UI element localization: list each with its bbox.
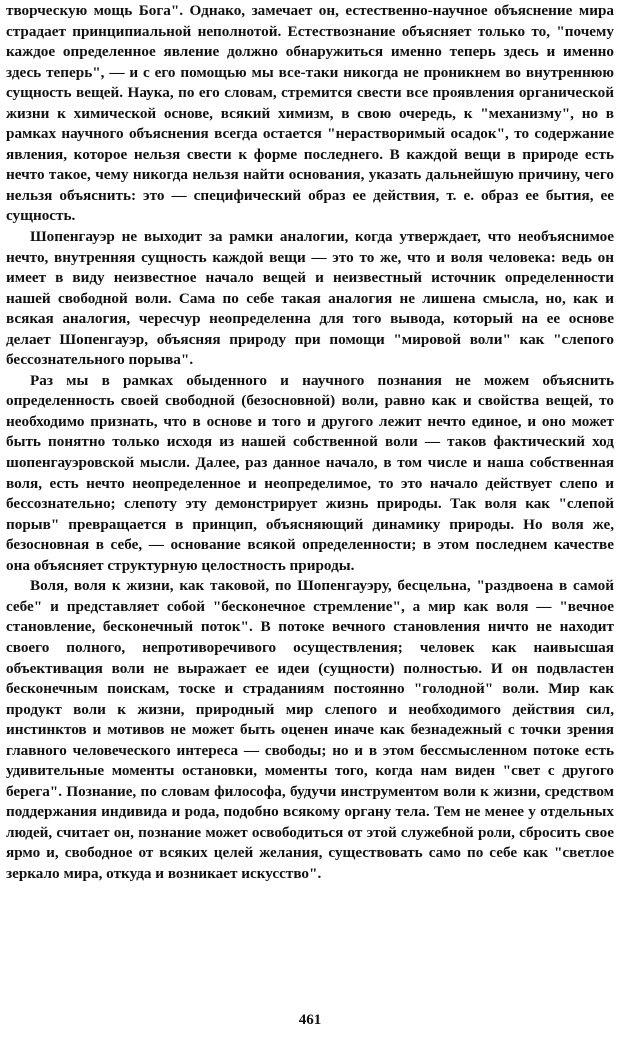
paragraph-2: Шопенгауэр не выходит за рамки аналогии, когда утверждает, что необъяснимое нечто, внутренняя сущность каждой вещи — это то же, что и воля человека: ведь он имеет в виду неизвестное начало вещей и неизвестный источник определенности нашей свободной воли. Сама по себе такая аналогия не лишена смысла, но, как и всякая аналогия, чересчур неопределенна для того вывода, который на ее основе делает Шопенгауэр, объясняя природу при помощи "мировой воли" как "слепого бессознательного порыва". (6, 228, 614, 369)
page-number: 461 (298, 1012, 322, 1028)
paragraph-4: Воля, воля к жизни, как таковой, по Шопенгауэру, бесцельна, "раздвоена в самой себе" и представляет собой "бесконечное стремление", а мир как воля — "вечное становление, бесконечный поток". В потоке вечного становления ничто не находит своего полного, непротиворечивого осуществления; человек как наивысшая объективация воли не выражает ее идеи (сущности) полностью. И он подвластен бесконечным поискам, тоске и страданиям постоянно "голодной" воли. Мир как продукт воли к жизни, природный мир слепого и необходимого действия сил, инстинктов и мотивов не может быть оценен иначе как безнадежный с точки зрения главного человеческого интереса — свободы; но и в этом бессмысленном потоке есть удивительные моменты остановки, моменты того, когда нам виден "свет с другого берега". Познание, по словам философа, будучи инструментом воли к жизни, средством поддержания индивида и рода, подобно всякому органу тела. Тем не менее у отдельных людей, считает он, познание может освободиться от этой служебной роли, сбросить свое ярмо и, свободное от всяких целей желания, существовать само по себе как "светлое зеркало мира, откуда и возникает искусство". (6, 577, 614, 882)
paragraph-3: Раз мы в рамках обыденного и научного познания не можем объяснить определенность своей свободной (безосновной) воли, равно как и свойства вещей, то необходимо признать, что в основе и того и другого лежит нечто единое, и оно может быть понятно только исходя из нашей собственной воли — таков фактический ход шопенгауэровской мысли. Далее, раз данное начало, в том числе и наша собственная воля, есть нечто неопределенное и неопределимое, то это начало действует слепо и бессознательно; слепоту эту демонстрирует жизнь природы. Так воля как "слепой порыв" превращается в принцип, объясняющий динамику природы. Но воля же, безосновная в себе, — основание всякой определенности; в этом последнем качестве она объясняет структурную целостность природы. (6, 371, 614, 574)
paragraph-1: творческую мощь Бога". Однако, замечает он, естественно-научное объяснение мира страдает принципиальной неполнотой. Естествознание объясняет только то, "почему каждое определенное явление должно обнаружиться именно теперь здесь и именно здесь теперь", — и с его помощью мы все-таки никогда не проникнем во внутреннюю сущность вещей. Наука, по его словам, стремится свести все проявления органической жизни к химической основе, всякий химизм, в свою очередь, к "механизму", но в рамках научного объяснения всегда остается "нерастворимый осадок", то содержание явления, которое нельзя свести к форме последнего. В каждой вещи в природе есть нечто такое, чему никогда нельзя найти основания, указать дальнейшую причину, чего нельзя объяснить: это — специфический образ ее действия, т. е. образ ее бытия, ее сущность. (6, 2, 614, 225)
page-body-text (6, 1, 614, 885)
